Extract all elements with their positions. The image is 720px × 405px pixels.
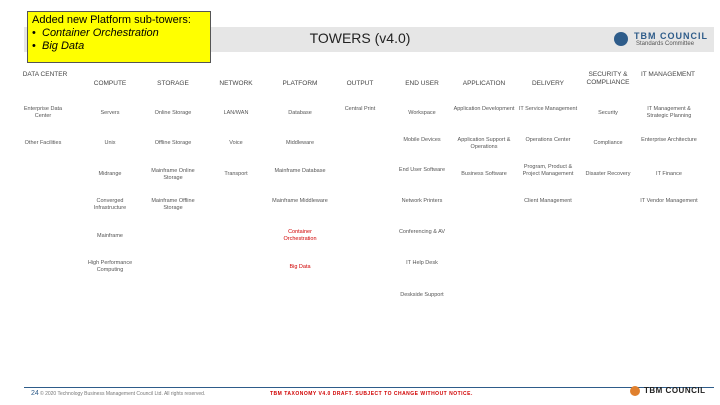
tower-cell: Enterprise Data Center bbox=[23, 106, 63, 119]
tower-cell: Security bbox=[598, 110, 618, 116]
tower-cell-new: Container Orchestration bbox=[283, 229, 317, 242]
tower-cell: Central Print bbox=[344, 106, 376, 112]
tower-cell: Conferencing & AV bbox=[398, 229, 446, 235]
tower-cell: Other Facilities bbox=[24, 140, 62, 146]
column-header-network: NETWORK bbox=[219, 80, 253, 87]
tower-cell: Enterprise Architecture bbox=[641, 137, 697, 143]
change-callout bbox=[27, 11, 211, 63]
tower-cell: High Performance Computing bbox=[87, 260, 133, 273]
tower-cell: Compliance bbox=[593, 140, 623, 146]
tower-cell: Servers bbox=[100, 110, 120, 116]
tower-cell: Mainframe Middleware bbox=[272, 198, 328, 204]
tower-cell: Mainframe Database bbox=[274, 168, 326, 174]
tower-cell: Voice bbox=[229, 140, 243, 146]
draft-notice: TBM TAXONOMY V4.0 DRAFT. SUBJECT TO CHANGE WITHOUT NOTICE. bbox=[270, 391, 473, 397]
tbm-logo-icon bbox=[614, 32, 628, 46]
tower-cell: IT Help Desk bbox=[406, 260, 438, 266]
tower-cell: Midrange bbox=[98, 171, 122, 177]
logo-name: TBM COUNCIL bbox=[634, 31, 708, 41]
tower-cell: Application Development bbox=[453, 106, 515, 112]
column-header-data-center: DATA CENTER bbox=[22, 71, 68, 78]
callout-item: • Container Orchestration bbox=[42, 27, 206, 40]
column-header-application: APPLICATION bbox=[462, 80, 506, 87]
tower-cell: Business Software bbox=[461, 171, 507, 177]
footer-logo bbox=[630, 385, 720, 399]
callout-heading: Added new Platform sub-towers: bbox=[32, 14, 191, 26]
tower-cell: IT Finance bbox=[656, 171, 682, 177]
page-number: 24 bbox=[31, 390, 39, 397]
tower-cell: End User Software bbox=[398, 167, 446, 173]
tower-cell: Program, Product & Project Management bbox=[522, 164, 574, 177]
tower-cell: Client Management bbox=[524, 198, 572, 204]
tower-cell: Network Printers bbox=[401, 198, 443, 204]
tower-cell: Mainframe bbox=[97, 233, 123, 239]
callout-list bbox=[32, 27, 206, 53]
column-header-it-management: IT MANAGEMENT bbox=[640, 71, 696, 78]
tower-cell: Offline Storage bbox=[154, 140, 192, 146]
page-title: TOWERS (v4.0) bbox=[309, 30, 411, 46]
tower-cell: Mainframe Offline Storage bbox=[151, 198, 195, 211]
callout-item: • Big Data bbox=[42, 40, 206, 53]
tower-cell: Transport bbox=[224, 171, 248, 177]
column-header-platform: PLATFORM bbox=[282, 80, 318, 87]
tower-cell: IT Service Management bbox=[518, 106, 578, 112]
standards-logo bbox=[614, 30, 714, 50]
tower-cell: Database bbox=[288, 110, 312, 116]
column-header-storage: STORAGE bbox=[157, 80, 189, 87]
tower-cell: Operations Center bbox=[525, 137, 571, 143]
tower-cell: Mobile Devices bbox=[403, 137, 441, 143]
tower-cell: Workspace bbox=[408, 110, 436, 116]
tower-cell-new: Big Data bbox=[289, 264, 311, 270]
tower-cell: LAN/WAN bbox=[223, 110, 249, 116]
tower-cell: IT Vendor Management bbox=[640, 198, 698, 204]
tbm-logo-icon bbox=[630, 386, 640, 396]
tower-cell: IT Management & Strategic Planning bbox=[646, 106, 692, 119]
column-header-security: SECURITY & COMPLIANCE bbox=[586, 71, 630, 86]
footer-divider bbox=[24, 387, 714, 388]
tower-cell: Middleware bbox=[285, 140, 315, 146]
footer-logo-name: TBM COUNCIL bbox=[644, 386, 706, 395]
logo-sub: Standards Committee bbox=[636, 41, 695, 47]
tower-cell: Online Storage bbox=[154, 110, 192, 116]
tower-cell: Disaster Recovery bbox=[585, 171, 631, 177]
tower-cell: Mainframe Online Storage bbox=[151, 168, 195, 181]
tower-cell: Converged Infrastructure bbox=[93, 198, 127, 211]
tower-cell: Deskside Support bbox=[400, 292, 444, 298]
tower-cell: Application Support & Operations bbox=[457, 137, 511, 150]
column-header-delivery: DELIVERY bbox=[531, 80, 565, 87]
column-header-compute: COMPUTE bbox=[93, 80, 127, 87]
column-header-end-user: END USER bbox=[405, 80, 439, 87]
column-header-output: OUTPUT bbox=[346, 80, 374, 87]
copyright: © 2020 Technology Business Management Council Ltd. All rights reserved. bbox=[40, 391, 206, 397]
tower-cell: Unix bbox=[104, 140, 116, 146]
